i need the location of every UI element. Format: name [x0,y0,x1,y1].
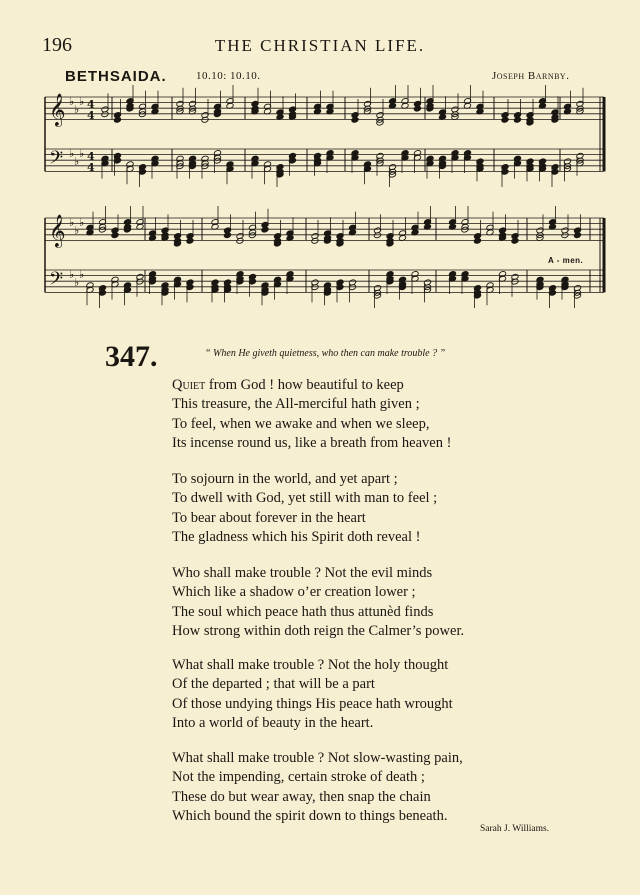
stanza-1 [172,376,451,453]
stanza-line: What shall make trouble ? Not slow-wasting pain, [172,750,463,766]
stanza-line: Of the departed ; that will be a part [172,676,375,693]
tune-name: BETHSAIDA. [65,68,167,85]
flat-icon: ♭ [74,103,80,116]
tune-meter: 10.10: 10.10. [196,70,261,82]
flat-icon: ♭ [69,95,75,108]
page-number: 196 [42,34,72,56]
stanza-line: Its incense round us, like a breath from heaven ! [172,434,452,451]
flat-icon: ♭ [74,155,80,168]
flat-icon: ♭ [79,216,85,229]
flat-icon: ♭ [69,147,75,160]
stanza-3 [172,564,464,641]
stanza-line: The gladness which his Spirit doth reveal ! [172,528,421,545]
hymn-epigraph: “ When He giveth quietness, who then can make trouble ? ” [205,348,446,359]
hymn-author: Sarah J. Williams. [480,824,550,834]
stanza-line: To feel, when we awake and when we sleep, [172,415,430,432]
music-score [0,0,640,330]
tune-composer: Joseph Barnby. [492,70,570,82]
flat-icon: ♭ [79,95,85,108]
flat-icon: ♭ [74,224,80,237]
stanza-line: Of those undying things His peace hath wrought [172,695,453,712]
time-signature: 4 [87,98,95,111]
time-signature: 4 [87,161,95,174]
bass-clef-icon: 𝄢 [49,269,64,294]
drop-initial-word: Quiet [172,377,206,393]
treble-clef-icon: 𝄞 [49,214,66,247]
flat-icon: ♭ [74,276,80,289]
stanza-5 [172,749,463,826]
flat-icon: ♭ [79,147,85,160]
stanza-line: Not the impending, certain stroke of death ; [172,769,425,786]
stanza-line: To bear about forever in the heart [172,509,366,526]
amen-label: A - men. [548,256,584,265]
hymn-number: 347. [105,340,158,373]
stanza-line: What shall make trouble ? Not the holy thought [172,657,449,673]
time-signature: 4 [87,150,95,163]
stanza-line: Which like a shadow o’er creation lower ; [172,584,416,601]
stanza-4 [172,656,453,733]
flat-icon: ♭ [69,216,75,229]
stanza-line: Which bound the spirit down to things beneath. [172,807,448,824]
stanza-line: Quiet from God ! how beautiful to keep [172,377,404,393]
treble-clef-icon: 𝄞 [49,93,66,126]
flat-icon: ♭ [69,268,75,281]
stanza-line: Who shall make trouble ? Not the evil minds [172,565,433,581]
stanza-2 [172,470,437,547]
stanza-line: To dwell with God, yet still with man to feel ; [172,490,438,507]
stanza-line: The soul which peace hath thus attunèd finds [172,603,434,620]
flat-icon: ♭ [79,268,85,281]
running-title: THE CHRISTIAN LIFE. [214,36,426,55]
stanza-line: To sojourn in the world, and yet apart ; [172,471,398,487]
stanza-line: This treasure, the All-merciful hath given ; [172,396,420,413]
bass-clef-icon: 𝄢 [49,148,64,173]
stanza-line: How strong within doth reign the Calmer’s power. [172,622,465,639]
stanza-line: These do but wear away, then snap the chain [172,788,431,805]
stanza-line: Into a world of beauty in the heart. [172,714,374,731]
time-signature: 4 [87,109,95,122]
